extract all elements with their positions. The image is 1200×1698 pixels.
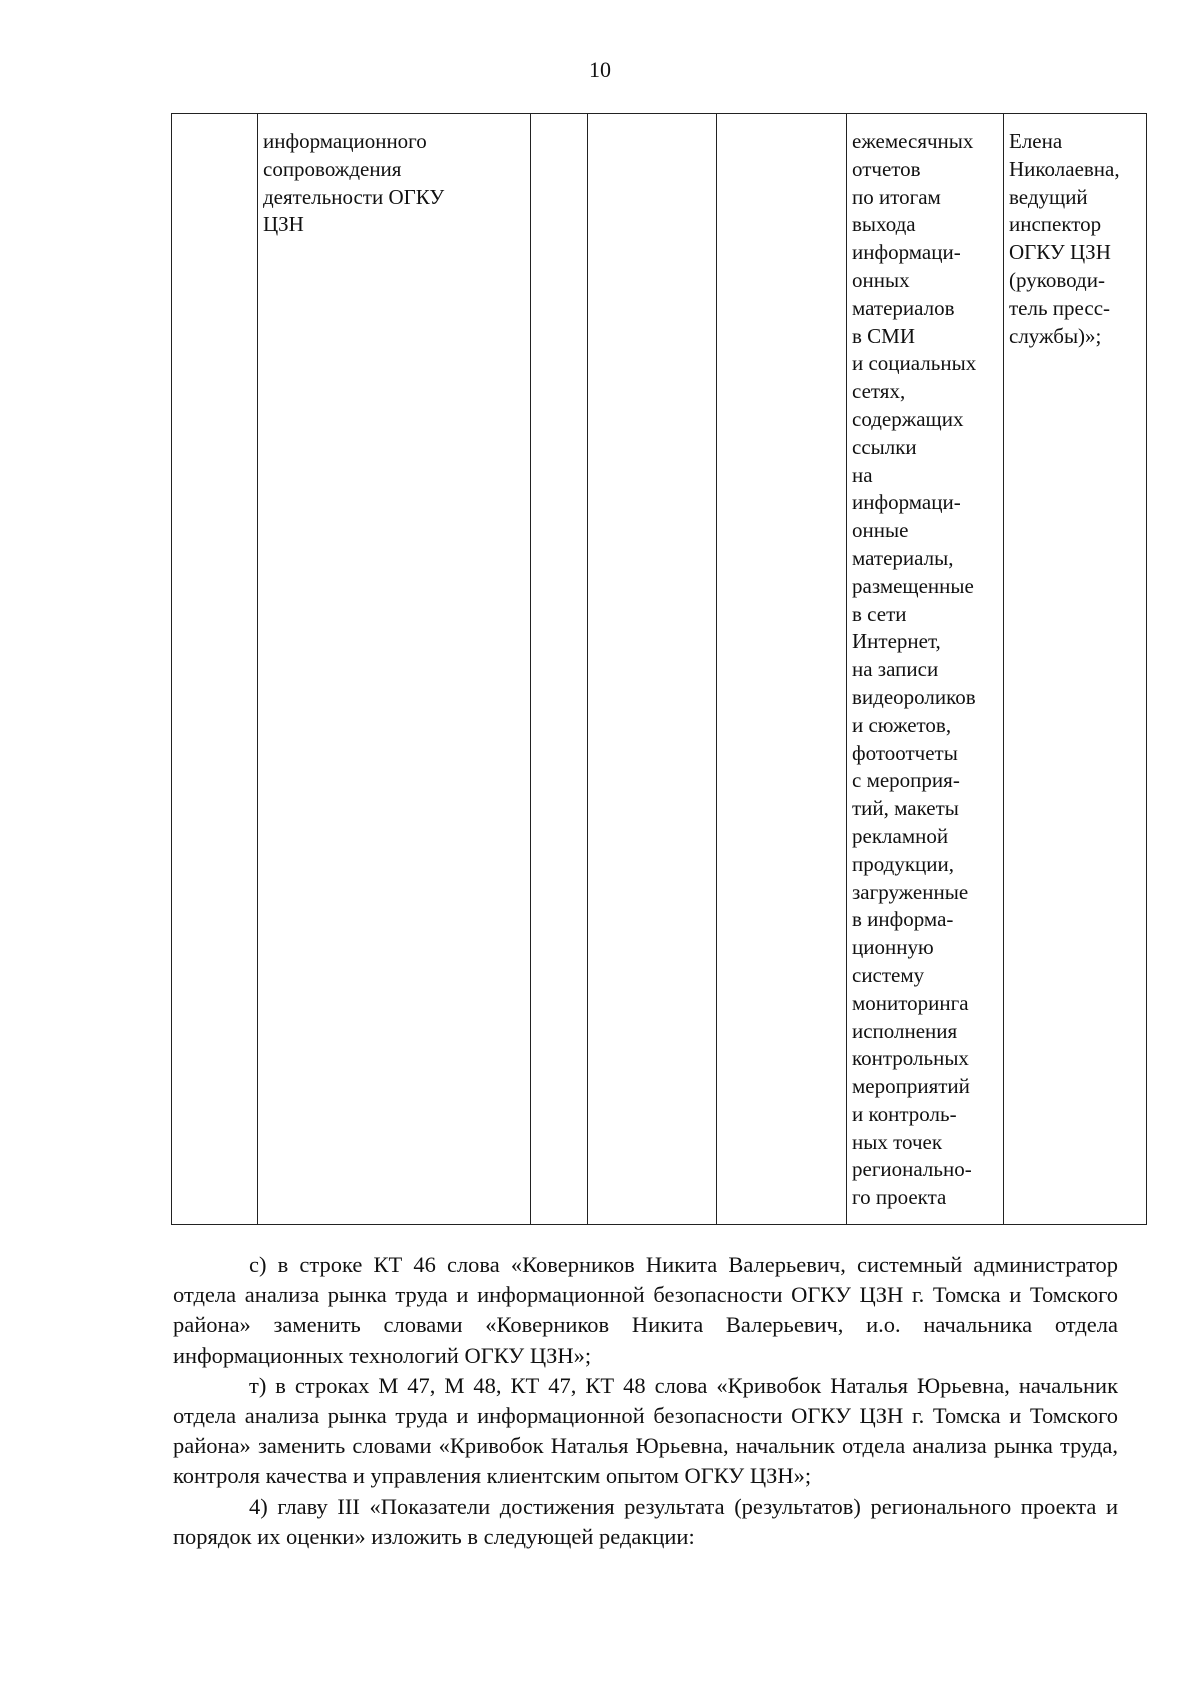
table-cell-number [172,114,258,1225]
table-cell-col3 [531,114,588,1225]
body-text [173,1250,1118,1552]
table-cell-document: ежемесячных отчетов по итогам выхода информаци- онных материалов в СМИ и социальных сетях, содержащих ссылки на информаци- онные материалы, размещенные в сети Интернет, на записи видеороликов и сюжетов, фотоотчеты с мероприя- тий, макеты рекламной продукции, загруженные в информа- ционную систему мониторинга исполнения контрольных мероприятий и контроль- ных точек регионально- го проекта [847,114,1004,1225]
table-cell-name: информационного сопровождения деятельности ОГКУ ЦЗН [258,114,531,1225]
paragraph-s: с) в строке КТ 46 слова «Коверников Никита Валерьевич, системный администратор отдела анализа рынка труда и информационной безопасности ОГКУ ЦЗН г. Томска и Томского района» заменить словами «Коверников Никита Валерьевич, и.о. начальника отдела информационных технологий ОГКУ ЦЗН»; [173,1252,1118,1368]
table-cell-col5 [717,114,847,1225]
paragraph-t: т) в строках М 47, М 48, КТ 47, КТ 48 слова «Кривобок Наталья Юрьевна, начальник отдела анализа рынка труда и информационной безопасности ОГКУ ЦЗН г. Томска и Томского района» заменить словами «Кривобок Наталья Юрьевна, начальник отдела анализа рынка труда, контроля качества и управления клиентским опытом ОГКУ ЦЗН»; [173,1372,1118,1489]
document-table [171,113,1147,1225]
table-cell-responsible: Елена Николаевна, ведущий инспектор ОГКУ ЦЗН (руководи- тель пресс- службы)»; [1004,114,1147,1225]
table-row [172,114,1147,1225]
paragraph-4: 4) главу III «Показатели достижения результата (результатов) регионального проекта и порядок их оценки» изложить в следующей редакции: [173,1493,1118,1549]
table-cell-col4 [588,114,717,1225]
page-number: 10 [589,57,611,82]
